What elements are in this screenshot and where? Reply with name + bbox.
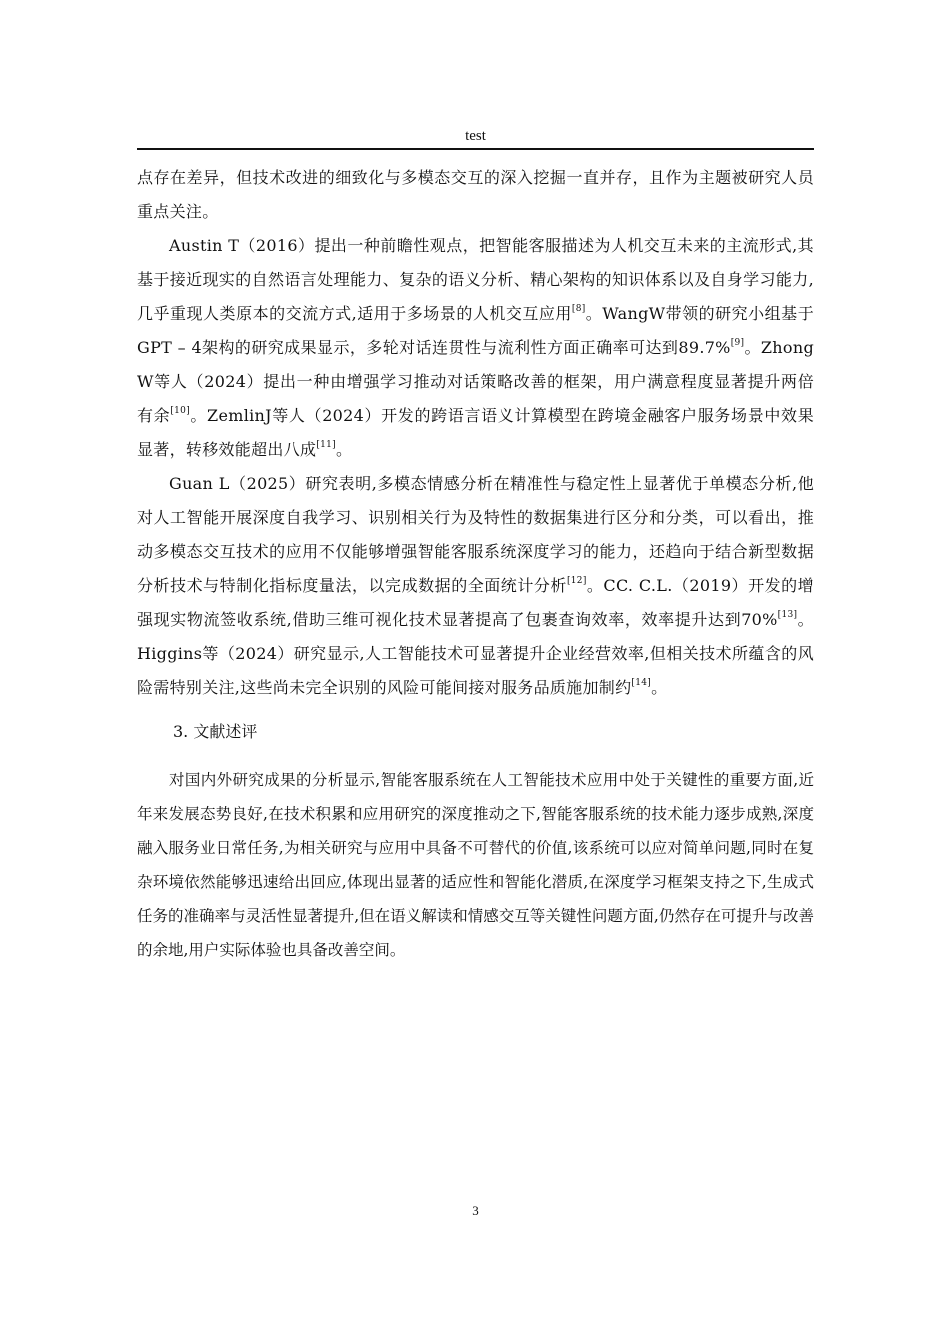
citation-10: [10]: [170, 405, 191, 416]
citation-12: [12]: [566, 575, 587, 586]
text-run: 。: [651, 678, 668, 697]
page-header: test: [465, 128, 486, 144]
citation-8: [8]: [571, 303, 586, 314]
text-run: 。ZemlinJ等人（2024）开发的跨语言语义计算模型在跨境金融客户服务场景中效果显著，转移效能超出八成: [137, 406, 814, 459]
citation-9: [9]: [730, 337, 745, 348]
paragraph-review: 对国内外研究成果的分析显示,智能客服系统在人工智能技术应用中处于关键性的重要方面,近年来发展态势良好,在技术积累和应用研究的深度推动之下,智能客服系统的技术能力逐步成熟,深度融入服务业日常任务,为相关研究与应用中具备不可替代的价值,该系统可以应对简单问题,同时在复杂环境依然能够迅速给出回应,体现出显著的适应性和智能化潜质,在深度学习框架支持之下,生成式任务的准确率与灵活性显著提升,但在语义解读和情感交互等关键性问题方面,仍然存在可提升与改善的余地,用户实际体验也具备改善空间。: [137, 771, 814, 959]
text-run: 。CC. C.L.（2019）开发的增强现实物流签收系统,借助三维可视化技术显著提高了包裹查询效率，效率提升达到70%: [137, 576, 814, 629]
citation-13: [13]: [777, 609, 798, 620]
page-number: 3: [472, 1203, 479, 1218]
body-text: [137, 161, 814, 967]
paragraph-guan: [137, 467, 814, 705]
text-run: Austin T（2016）提出一种前瞻性观点，把智能客服描述为人机交互未来的主流形式,其基于接近现实的自然语言处理能力、复杂的语义分析、精心架构的知识体系以及自身学习能力,几乎重现人类原本的交流方式,适用于多场景的人机交互应用: [137, 236, 814, 323]
text-run: 。: [336, 440, 353, 459]
citation-11: [11]: [316, 439, 336, 450]
text-run: 点存在差异，但技术改进的细致化与多模态交互的深入挖掘一直并存，且作为主题被研究人员重点关注。: [137, 168, 814, 221]
section-heading: 3. 文献述评: [173, 722, 258, 741]
citation-14: [14]: [631, 677, 652, 688]
paragraph-austin: [137, 229, 814, 467]
text-run: 。Higgins等（2024）研究显示,人工智能技术可显著提升企业经营效率,但相关技术所蕴含的风险需特别关注,这些尚未完全识别的风险可能间接对服务品质施加制约: [137, 610, 814, 697]
header-rule: [137, 148, 814, 150]
text-run: 。ZhongW等人（2024）提出一种由增强学习推动对话策略改善的框架，用户满意程度显著提升两倍有余: [137, 338, 814, 425]
text-run: 。WangW带领的研究小组基于GPT – 4架构的研究成果显示，多轮对话连贯性与流利性方面正确率可达到89.7%: [137, 304, 814, 357]
paragraph-continuation: [137, 161, 814, 229]
text-run: Guan L（2025）研究表明,多模态情感分析在精准性与稳定性上显著优于单模态分析,他对人工智能开展深度自我学习、识别相关行为及特性的数据集进行区分和分类，可以看出，推动多模态交互技术的应用不仅能够增强智能客服系统深度学习的能力，还趋向于结合新型数据分析技术与特制化指标度量法，以完成数据的全面统计分析: [137, 474, 814, 595]
